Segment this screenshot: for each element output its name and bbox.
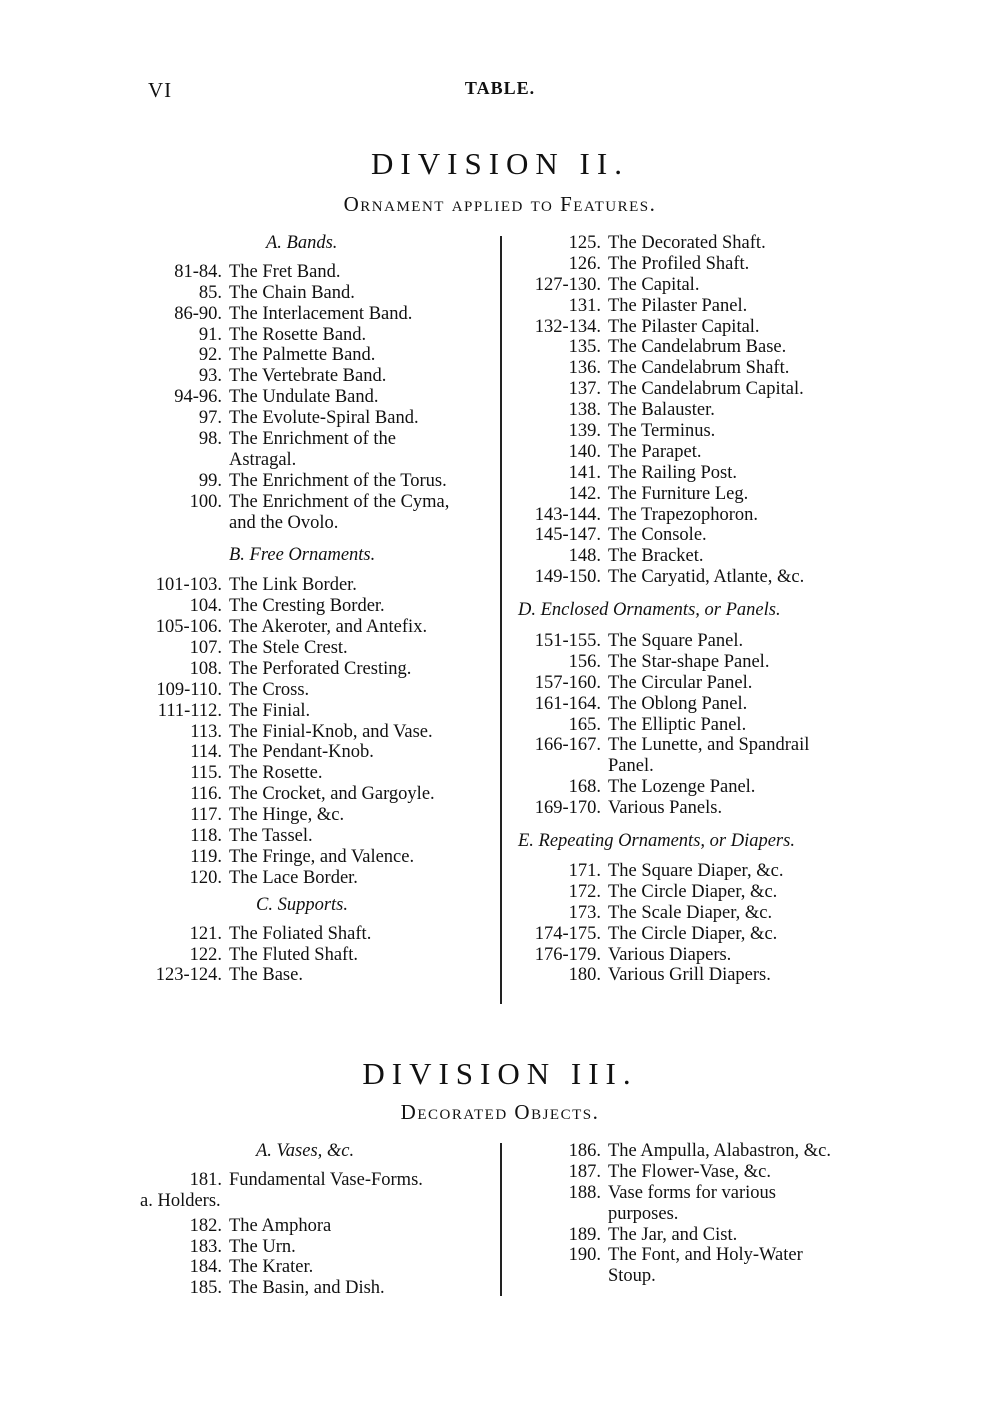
section-heading: A. Bands. <box>266 233 338 253</box>
division-3-left-column <box>140 1141 490 1299</box>
toc-list-vases-continued <box>512 1141 872 1204</box>
section-heading: A. Vases, &c. <box>256 1141 355 1161</box>
toc-entry <box>512 484 872 505</box>
entry-title: The Cross. <box>229 679 310 700</box>
toc-entry <box>512 296 872 317</box>
toc-entry <box>512 694 872 715</box>
toc-entry <box>512 525 872 546</box>
entry-title: The Finial-Knob, and Vase. <box>229 721 433 742</box>
toc-entry <box>512 567 872 588</box>
entry-title: The Ampulla, Alabastron, &c. <box>608 1141 831 1161</box>
subsection-heading: a. Holders. <box>140 1190 221 1211</box>
toc-list-diapers <box>512 861 872 986</box>
entry-number: 85. <box>198 282 222 303</box>
entry-title: The Trapezophoron. <box>608 504 759 525</box>
entry-title: The Pilaster Capital. <box>608 316 760 337</box>
entry-number: 176-179. <box>534 944 601 965</box>
division-3-title: DIVISION III. <box>362 1056 638 1091</box>
division-3-subtitle: Decorated Objects. <box>400 1100 600 1124</box>
toc-entry <box>140 387 490 408</box>
page-number: VI <box>148 78 173 102</box>
entry-number: 81-84. <box>174 261 222 282</box>
toc-entry <box>140 680 490 701</box>
toc-entry <box>140 262 490 283</box>
toc-entry <box>512 233 872 254</box>
entry-title: The Cresting Border. <box>229 596 385 617</box>
entry-title: The Enrichment of the <box>229 429 396 450</box>
toc-list-bands <box>140 262 490 450</box>
entry-number: 180. <box>568 965 601 986</box>
entry-title: The Railing Post. <box>608 462 737 483</box>
toc-entry <box>140 1237 490 1258</box>
entry-title: The Stele Crest. <box>229 638 348 659</box>
entry-number: 148. <box>568 546 601 567</box>
entry-number: 107. <box>189 638 222 659</box>
entry-number: 187. <box>568 1161 601 1182</box>
toc-entry <box>512 861 872 882</box>
division-2-left-column <box>140 233 490 986</box>
entry-number: 149-150. <box>534 567 601 588</box>
entry-number: 138. <box>568 400 601 421</box>
entry-number: 143-144. <box>534 504 601 525</box>
entry-number: 137. <box>568 379 601 400</box>
entry-number: 174-175. <box>534 923 601 944</box>
toc-entry <box>140 659 490 680</box>
toc-entry <box>140 784 490 805</box>
toc-entry <box>140 945 490 966</box>
toc-entry <box>140 617 490 638</box>
toc-entry <box>140 763 490 784</box>
toc-entry <box>140 805 490 826</box>
toc-entry <box>512 673 872 694</box>
entry-title: The Pendant-Knob. <box>229 742 374 763</box>
entry-number: 171. <box>568 860 601 881</box>
entry-number: 156. <box>568 651 601 672</box>
toc-entry <box>512 254 872 275</box>
entry-number: 189. <box>568 1224 601 1245</box>
toc-entry <box>512 505 872 526</box>
entry-number: 181. <box>189 1169 222 1190</box>
entry-number: 97. <box>198 408 222 429</box>
entry-title: The Link Border. <box>229 575 357 596</box>
entry-number: 182. <box>189 1215 222 1236</box>
section-heading: D. Enclosed Ornaments, or Panels. <box>518 600 781 621</box>
toc-entry <box>512 1162 872 1183</box>
toc-entry <box>140 1216 490 1237</box>
division-2-subtitle: Ornament applied to Features. <box>343 192 657 216</box>
toc-entry <box>512 317 872 338</box>
entry-number: 94-96. <box>174 387 222 408</box>
entry-number: 157-160. <box>534 672 601 693</box>
entry-title: The Akeroter, and Antefix. <box>229 617 428 638</box>
toc-entry <box>512 1245 872 1266</box>
entry-title: The Palmette Band. <box>229 345 376 366</box>
division-2-right-column <box>512 233 872 986</box>
entry-title: The Evolute-Spiral Band. <box>229 408 419 429</box>
toc-entry <box>512 358 872 379</box>
entry-title: The Lunette, and Spandrail <box>608 735 810 756</box>
entry-number: 173. <box>568 902 601 923</box>
entry-continuation: and the Ovolo. <box>229 512 339 533</box>
entry-number: 136. <box>568 358 601 379</box>
entry-title: The Jar, and Cist. <box>608 1224 738 1245</box>
toc-list-vases-continued-2 <box>512 1225 872 1267</box>
entry-number: 125. <box>568 233 601 253</box>
toc-entry <box>140 1170 490 1191</box>
toc-list-bands-2 <box>140 471 490 513</box>
entry-title: The Undulate Band. <box>229 387 379 408</box>
entry-title: The Furniture Leg. <box>608 483 749 504</box>
entry-number: 98. <box>198 429 222 450</box>
entry-title: The Hinge, &c. <box>229 805 345 826</box>
entry-number: 99. <box>198 470 222 491</box>
toc-entry <box>140 471 490 492</box>
entry-number: 172. <box>568 881 601 902</box>
entry-number: 113. <box>190 721 222 742</box>
toc-entry <box>140 283 490 304</box>
entry-number: 91. <box>198 324 222 345</box>
entry-number: 131. <box>568 295 601 316</box>
toc-entry <box>512 1183 872 1204</box>
entry-title: The Terminus. <box>608 421 716 442</box>
toc-entry <box>140 345 490 366</box>
entry-title: Various Grill Diapers. <box>608 965 771 986</box>
entry-number: 161-164. <box>534 693 601 714</box>
toc-entry <box>512 945 872 966</box>
entry-number: 135. <box>568 337 601 358</box>
entry-title: The Caryatid, Atlante, &c. <box>608 567 805 588</box>
entry-title: The Profiled Shaft. <box>608 253 750 274</box>
entry-title: The Flower-Vase, &c. <box>608 1161 771 1182</box>
entry-title: The Scale Diaper, &c. <box>608 902 773 923</box>
entry-number: 114. <box>190 742 222 763</box>
entry-title: The Urn. <box>229 1236 296 1257</box>
entry-continuation: Panel. <box>608 756 654 777</box>
toc-entry <box>512 1225 872 1246</box>
entry-number: 119. <box>190 846 222 867</box>
entry-title: The Candelabrum Capital. <box>608 379 804 400</box>
division-3-right-column <box>512 1141 872 1287</box>
column-divider <box>500 1143 502 1296</box>
toc-entry <box>512 777 872 798</box>
entry-title: The Enrichment of the Cyma, <box>229 491 450 512</box>
toc-list-free-ornaments <box>140 575 490 888</box>
entry-title: The Circle Diaper, &c. <box>608 881 778 902</box>
entry-number: 121. <box>189 923 222 944</box>
entry-number: 168. <box>568 777 601 798</box>
entry-title: The Base. <box>229 965 303 986</box>
entry-number: 100. <box>189 491 222 512</box>
entry-title: The Parapet. <box>608 441 702 462</box>
toc-entry <box>140 596 490 617</box>
entry-number: 166-167. <box>534 735 601 756</box>
entry-title: The Rosette Band. <box>229 324 367 345</box>
entry-number: 184. <box>189 1257 222 1278</box>
entry-number: 115. <box>190 763 222 784</box>
entry-title: The Elliptic Panel. <box>608 714 747 735</box>
entry-title: Various Diapers. <box>608 944 732 965</box>
entry-number: 92. <box>198 345 222 366</box>
toc-entry <box>140 826 490 847</box>
entry-title: The Pilaster Panel. <box>608 295 748 316</box>
entry-number: 139. <box>568 421 601 442</box>
entry-number: 132-134. <box>534 316 601 337</box>
toc-entry <box>140 304 490 325</box>
toc-entry <box>512 715 872 736</box>
entry-title: The Fluted Shaft. <box>229 944 358 965</box>
toc-list-supports <box>140 924 490 987</box>
entry-number: 185. <box>189 1278 222 1299</box>
entry-title: The Foliated Shaft. <box>229 923 372 944</box>
entry-number: 105-106. <box>155 617 222 638</box>
toc-entry <box>140 1278 490 1299</box>
toc-entry <box>140 1257 490 1278</box>
toc-entry <box>140 742 490 763</box>
entry-title: The Decorated Shaft. <box>608 233 766 253</box>
entry-number: 122. <box>189 944 222 965</box>
entry-number: 116. <box>190 784 222 805</box>
entry-number: 93. <box>198 366 222 387</box>
toc-entry <box>512 400 872 421</box>
entry-title: The Basin, and Dish. <box>229 1278 385 1299</box>
running-head: TABLE. <box>464 78 536 98</box>
entry-number: 142. <box>568 483 601 504</box>
toc-entry <box>512 652 872 673</box>
toc-entry <box>512 275 872 296</box>
entry-number: 186. <box>568 1141 601 1161</box>
entry-number: 145-147. <box>534 525 601 546</box>
entry-number: 165. <box>568 714 601 735</box>
entry-title: The Font, and Holy-Water <box>608 1245 803 1266</box>
entry-title: The Finial. <box>229 700 311 721</box>
entry-title: The Star-shape Panel. <box>608 651 770 672</box>
toc-entry <box>512 1141 872 1162</box>
entry-title: The Tassel. <box>229 826 313 847</box>
entry-title: The Square Diaper, &c. <box>608 860 784 881</box>
entry-number: 108. <box>189 658 222 679</box>
entry-number: 151-155. <box>534 631 601 652</box>
entry-title: The Amphora <box>229 1215 332 1236</box>
entry-number: 140. <box>568 441 601 462</box>
toc-entry <box>140 366 490 387</box>
entry-number: 117. <box>190 805 222 826</box>
toc-list-panels-2 <box>512 777 872 819</box>
entry-number: 141. <box>568 462 601 483</box>
toc-entry <box>140 924 490 945</box>
entry-title: The Bracket. <box>608 546 704 567</box>
entry-title: The Fret Band. <box>229 261 341 282</box>
entry-number: 86-90. <box>174 303 222 324</box>
entry-title: The Enrichment of the Torus. <box>229 470 447 491</box>
entry-title: Fundamental Vase-Forms. <box>229 1169 423 1190</box>
toc-list-panels <box>512 631 872 756</box>
entry-title: The Krater. <box>229 1257 314 1278</box>
entry-title: The Fringe, and Valence. <box>229 846 415 867</box>
entry-title: The Circular Panel. <box>608 672 753 693</box>
toc-entry <box>140 429 490 450</box>
toc-entry <box>140 868 490 889</box>
entry-title: The Chain Band. <box>229 282 355 303</box>
toc-entry <box>140 408 490 429</box>
toc-entry <box>512 337 872 358</box>
entry-title: The Console. <box>608 525 707 546</box>
toc-entry <box>140 701 490 722</box>
entry-number: 109-110. <box>156 679 222 700</box>
entry-title: The Vertebrate Band. <box>229 366 387 387</box>
toc-entry <box>512 442 872 463</box>
toc-list-vases <box>140 1216 490 1300</box>
toc-entry <box>140 492 490 513</box>
entry-title: The Circle Diaper, &c. <box>608 923 778 944</box>
toc-entry <box>512 735 872 756</box>
entry-title: The Oblong Panel. <box>608 693 748 714</box>
toc-entry <box>512 965 872 986</box>
entry-number: 183. <box>189 1236 222 1257</box>
toc-entry <box>512 924 872 945</box>
entry-title: Various Panels. <box>608 798 723 819</box>
entry-number: 104. <box>189 596 222 617</box>
entry-title: The Lace Border. <box>229 867 358 888</box>
entry-number: 188. <box>568 1182 601 1203</box>
entry-title: The Candelabrum Base. <box>608 337 787 358</box>
entry-number: 111-112. <box>157 700 222 721</box>
toc-entry <box>140 575 490 596</box>
entry-number: 123-124. <box>155 965 222 986</box>
section-heading: E. Repeating Ornaments, or Diapers. <box>518 831 795 852</box>
column-divider <box>500 236 502 1004</box>
entry-title: The Candelabrum Shaft. <box>608 358 790 379</box>
section-heading: C. Supports. <box>256 894 349 915</box>
entry-number: 101-103. <box>155 575 222 596</box>
toc-entry <box>140 638 490 659</box>
entry-continuation: purposes. <box>608 1203 679 1224</box>
toc-entry <box>140 325 490 346</box>
toc-entry <box>512 882 872 903</box>
entry-title: The Rosette. <box>229 763 323 784</box>
entry-title: The Square Panel. <box>608 631 744 652</box>
toc-entry <box>140 722 490 743</box>
entry-title: The Perforated Cresting. <box>229 658 412 679</box>
entry-number: 190. <box>568 1245 601 1266</box>
entry-number: 118. <box>190 826 222 847</box>
entry-continuation: Stoup. <box>608 1266 656 1287</box>
entry-continuation: Astragal. <box>229 449 297 470</box>
entry-number: 169-170. <box>534 798 601 819</box>
entry-title: Vase forms for various <box>608 1182 776 1203</box>
toc-entry <box>512 798 872 819</box>
entry-number: 120. <box>189 867 222 888</box>
toc-entry <box>512 421 872 442</box>
toc-entry <box>140 847 490 868</box>
toc-list-supports-continued <box>512 233 872 588</box>
toc-entry <box>512 631 872 652</box>
entry-title: The Lozenge Panel. <box>608 777 756 798</box>
entry-title: The Balauster. <box>608 400 715 421</box>
entry-title: The Interlacement Band. <box>229 303 413 324</box>
toc-entry <box>140 965 490 986</box>
entry-number: 127-130. <box>534 274 601 295</box>
entry-title: The Crocket, and Gargoyle. <box>229 784 435 805</box>
entry-title: The Capital. <box>608 274 700 295</box>
toc-entry <box>512 463 872 484</box>
section-heading: B. Free Ornaments. <box>229 545 376 566</box>
toc-entry <box>512 903 872 924</box>
entry-number: 126. <box>568 253 601 274</box>
toc-entry <box>512 379 872 400</box>
toc-entry <box>512 546 872 567</box>
division-2-title: DIVISION II. <box>371 146 629 181</box>
